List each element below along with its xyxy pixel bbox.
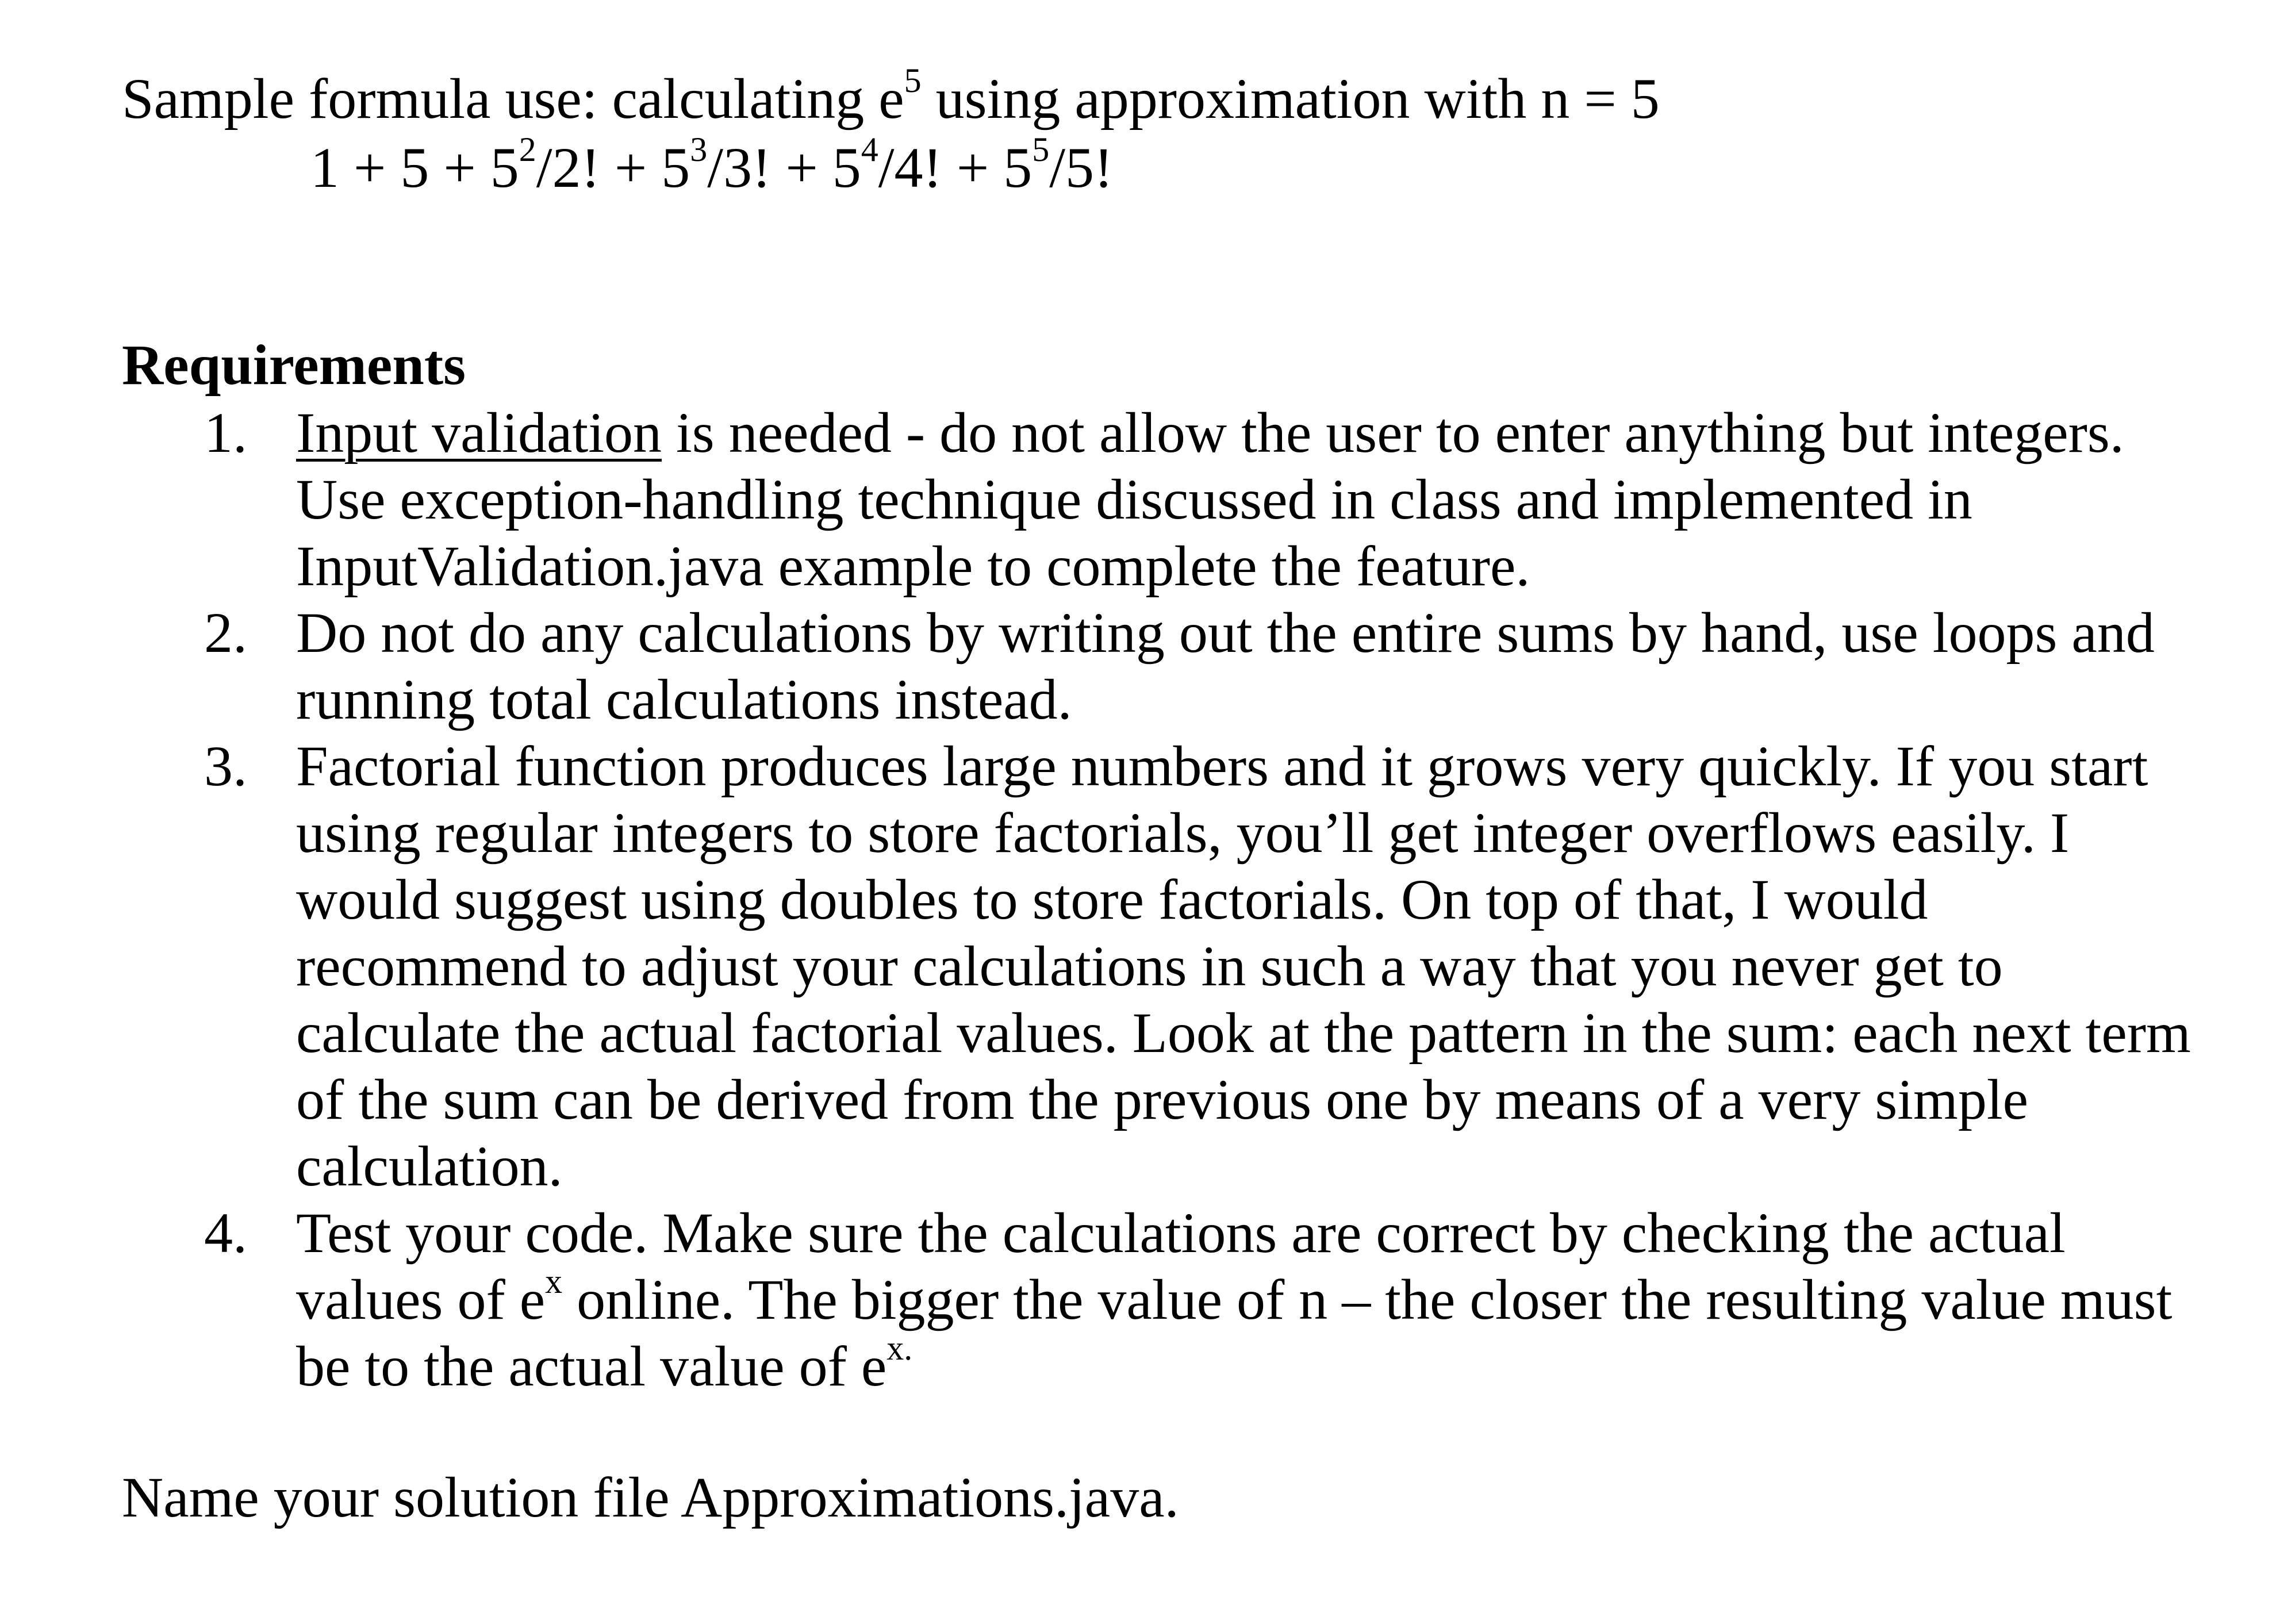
formula-term-5: /5! [1049,136,1114,199]
requirement-line [296,1262,2239,1333]
requirement-text [296,1200,2239,1400]
exponent-x: x [545,1262,563,1300]
formula-start: 1 + 5 + 5 [310,136,519,199]
intro-exponent: 5 [904,62,922,99]
requirement-number: 4. [204,1201,247,1265]
requirement-line: calculation. [296,1134,563,1198]
formula-exponent-3: 3 [690,130,708,168]
requirement-text [296,600,2239,733]
closing-sentence: Name your solution file Approximations.java. [122,1465,1179,1529]
line-text: online. The bigger the value of n – the closer the resulting value must [562,1268,2173,1331]
requirement-line: using regular integers to store factorials, you’ll get integer overflows easily. I [296,801,2070,865]
requirement-line [296,1329,2239,1400]
formula-term-3: /3! + 5 [707,136,861,199]
requirements-list [0,400,2276,1400]
line-text: values of e [296,1268,546,1331]
requirement-number: 1. [204,401,247,464]
requirement-line: InputValidation.java example to complete the feature. [296,534,1530,598]
formula-exponent-2: 2 [519,130,536,168]
intro-sentence [122,64,1660,133]
requirement-line: recommend to adjust your calculations in such a way that you never get to [296,934,2003,998]
requirements-heading: Requirements [122,333,466,397]
requirement-line: Test your code. Make sure the calculations are correct by checking the actual [296,1201,2066,1265]
requirement-number: 3. [204,734,247,798]
formula-term-2: /2! + 5 [536,136,690,199]
requirement-line-rest: is needed - do not allow the user to enter anything but integers. [662,401,2124,464]
requirement-line: Factorial function produces large numbers and it grows very quickly. If you start [296,734,2148,798]
requirement-text [296,400,2239,600]
formula-exponent-4: 4 [861,130,878,168]
requirement-item-3 [0,733,2276,1200]
requirement-line [296,400,2239,466]
requirement-line: would suggest using doubles to store factorials. On top of that, I would [296,867,1928,931]
requirement-number: 2. [204,601,247,665]
requirement-line: running total calculations instead. [296,667,1072,731]
intro-prefix: Sample formula use: calculating e [122,67,904,130]
requirement-text [296,733,2239,1200]
requirement-item-2 [0,600,2276,733]
intro-suffix: using approximation with n = 5 [921,67,1660,130]
line-text: be to the actual value of e [296,1334,887,1398]
requirement-line: Use exception-handling technique discussed in class and implemented in [296,467,1972,531]
underlined-phrase: Input validation [296,401,662,464]
formula-exponent-5: 5 [1032,130,1050,168]
requirement-line: of the sum can be derived from the previous one by means of a very simple [296,1068,2028,1131]
requirement-item-4 [0,1200,2276,1400]
exponent-x: x. [886,1329,913,1367]
formula-term-4: /4! + 5 [878,136,1033,199]
requirement-item-1 [0,400,2276,600]
requirement-line: Do not do any calculations by writing out the entire sums by hand, use loops and [296,601,2155,665]
sample-formula [310,130,1114,202]
requirement-line: calculate the actual factorial values. Look at the pattern in the sum: each next term [296,1001,2191,1065]
